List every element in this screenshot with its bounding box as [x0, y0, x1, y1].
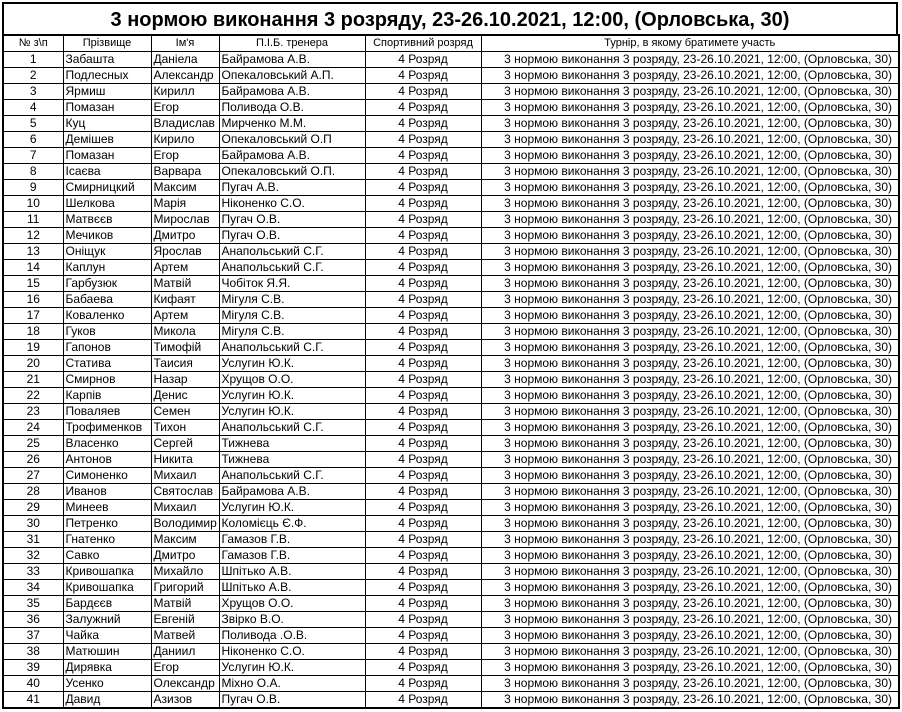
cell-number[interactable]: 19 — [3, 340, 63, 356]
table-row — [3, 116, 899, 132]
cell-tournament[interactable]: 3 нормою виконання 3 розряду, 23-26.10.2021, 12:00, (Орловська, 30) — [481, 644, 899, 660]
cell-first-name[interactable]: Михайло — [151, 564, 219, 580]
cell-tournament[interactable]: 3 нормою виконання 3 розряду, 23-26.10.2021, 12:00, (Орловська, 30) — [481, 356, 899, 372]
cell-surname[interactable]: Карпів — [63, 388, 151, 404]
table-row — [3, 52, 899, 68]
table-row — [3, 548, 899, 564]
table-row — [3, 452, 899, 468]
cell-number[interactable]: 35 — [3, 596, 63, 612]
cell-number[interactable]: 25 — [3, 436, 63, 452]
header-tournament[interactable]: Турнір, в якому братимете участь — [481, 35, 899, 52]
cell-first-name[interactable]: Тихон — [151, 420, 219, 436]
table-row — [3, 340, 899, 356]
cell-tournament[interactable]: 3 нормою виконання 3 розряду, 23-26.10.2021, 12:00, (Орловська, 30) — [481, 116, 899, 132]
cell-coach[interactable]: Байрамова А.В. — [219, 52, 365, 68]
table-row — [3, 260, 899, 276]
cell-first-name[interactable]: Михаил — [151, 500, 219, 516]
cell-number[interactable]: 27 — [3, 468, 63, 484]
cell-tournament[interactable]: 3 нормою виконання 3 розряду, 23-26.10.2021, 12:00, (Орловська, 30) — [481, 324, 899, 340]
cell-first-name[interactable]: Сергей — [151, 436, 219, 452]
cell-rank[interactable]: 4 Розряд — [365, 228, 481, 244]
cell-first-name[interactable]: Азизов — [151, 692, 219, 709]
cell-coach[interactable]: Опекаловський О.П — [219, 132, 365, 148]
table-row — [3, 308, 899, 324]
cell-tournament[interactable]: 3 нормою виконання 3 розряду, 23-26.10.2021, 12:00, (Орловська, 30) — [481, 500, 899, 516]
cell-tournament[interactable]: 3 нормою виконання 3 розряду, 23-26.10.2021, 12:00, (Орловська, 30) — [481, 612, 899, 628]
table-row — [3, 148, 899, 164]
cell-first-name[interactable]: Кирило — [151, 132, 219, 148]
table-row — [3, 468, 899, 484]
table-row — [3, 516, 899, 532]
cell-coach[interactable]: Шпітько А.В. — [219, 564, 365, 580]
cell-coach[interactable]: Ніконенко С.О. — [219, 196, 365, 212]
cell-number[interactable]: 37 — [3, 628, 63, 644]
table-row — [3, 388, 899, 404]
cell-first-name[interactable]: Кирилл — [151, 84, 219, 100]
table-row — [3, 692, 899, 709]
header-number[interactable]: № з\п — [3, 35, 63, 52]
cell-surname[interactable]: Савко — [63, 548, 151, 564]
cell-tournament[interactable]: 3 нормою виконання 3 розряду, 23-26.10.2021, 12:00, (Орловська, 30) — [481, 420, 899, 436]
cell-surname[interactable]: Дирявка — [63, 660, 151, 676]
cell-rank[interactable]: 4 Розряд — [365, 356, 481, 372]
cell-tournament[interactable]: 3 нормою виконання 3 розряду, 23-26.10.2021, 12:00, (Орловська, 30) — [481, 84, 899, 100]
table-row — [3, 212, 899, 228]
cell-rank[interactable]: 4 Розряд — [365, 276, 481, 292]
cell-rank[interactable]: 4 Розряд — [365, 532, 481, 548]
cell-surname[interactable]: Иванов — [63, 484, 151, 500]
cell-first-name[interactable]: Володимир — [151, 516, 219, 532]
header-row — [3, 35, 899, 52]
cell-tournament[interactable]: 3 нормою виконання 3 розряду, 23-26.10.2021, 12:00, (Орловська, 30) — [481, 244, 899, 260]
cell-tournament[interactable]: 3 нормою виконання 3 розряду, 23-26.10.2021, 12:00, (Орловська, 30) — [481, 68, 899, 84]
cell-first-name[interactable]: Егор — [151, 148, 219, 164]
cell-number[interactable]: 39 — [3, 660, 63, 676]
cell-coach[interactable]: Хрущов О.О. — [219, 372, 365, 388]
table-row — [3, 132, 899, 148]
cell-tournament[interactable]: 3 нормою виконання 3 розряду, 23-26.10.2021, 12:00, (Орловська, 30) — [481, 452, 899, 468]
cell-tournament[interactable]: 3 нормою виконання 3 розряду, 23-26.10.2021, 12:00, (Орловська, 30) — [481, 532, 899, 548]
cell-first-name[interactable]: Александр — [151, 68, 219, 84]
cell-coach[interactable]: Гамазов Г.В. — [219, 532, 365, 548]
cell-coach[interactable]: Пугач О.В. — [219, 692, 365, 709]
cell-first-name[interactable]: Матвій — [151, 276, 219, 292]
cell-first-name[interactable]: Евгеній — [151, 612, 219, 628]
cell-first-name[interactable]: Мирослав — [151, 212, 219, 228]
cell-coach[interactable]: Услугин Ю.К. — [219, 404, 365, 420]
cell-number[interactable]: 38 — [3, 644, 63, 660]
cell-surname[interactable]: Усенко — [63, 676, 151, 692]
cell-rank[interactable]: 4 Розряд — [365, 52, 481, 68]
cell-surname[interactable]: Забашта — [63, 52, 151, 68]
cell-number[interactable]: 6 — [3, 132, 63, 148]
cell-tournament[interactable]: 3 нормою виконання 3 розряду, 23-26.10.2021, 12:00, (Орловська, 30) — [481, 276, 899, 292]
cell-first-name[interactable]: Матвій — [151, 596, 219, 612]
sheet-title: 3 нормою виконання 3 розряду, 23-26.10.2021, 12:00, (Орловська, 30) — [2, 2, 898, 34]
cell-rank[interactable]: 4 Розряд — [365, 388, 481, 404]
table-row — [3, 596, 899, 612]
cell-first-name[interactable]: Артем — [151, 308, 219, 324]
cell-surname[interactable]: Куц — [63, 116, 151, 132]
cell-tournament[interactable]: 3 нормою виконання 3 розряду, 23-26.10.2021, 12:00, (Орловська, 30) — [481, 292, 899, 308]
cell-number[interactable]: 4 — [3, 100, 63, 116]
cell-tournament[interactable]: 3 нормою виконання 3 розряду, 23-26.10.2021, 12:00, (Орловська, 30) — [481, 404, 899, 420]
cell-rank[interactable]: 4 Розряд — [365, 372, 481, 388]
cell-coach[interactable]: Тижнева — [219, 436, 365, 452]
cell-coach[interactable]: Байрамова А.В. — [219, 484, 365, 500]
table-row — [3, 196, 899, 212]
cell-rank[interactable]: 4 Розряд — [365, 292, 481, 308]
cell-surname[interactable]: Шелкова — [63, 196, 151, 212]
cell-surname[interactable]: Смирницкий — [63, 180, 151, 196]
cell-number[interactable]: 12 — [3, 228, 63, 244]
cell-surname[interactable]: Кривошапка — [63, 580, 151, 596]
cell-surname[interactable]: Ісаєва — [63, 164, 151, 180]
cell-rank[interactable]: 4 Розряд — [365, 180, 481, 196]
cell-surname[interactable]: Матюшин — [63, 644, 151, 660]
cell-surname[interactable]: Матвєєв — [63, 212, 151, 228]
cell-surname[interactable]: Бардєєв — [63, 596, 151, 612]
cell-rank[interactable]: 4 Розряд — [365, 628, 481, 644]
table-row — [3, 676, 899, 692]
table-row — [3, 292, 899, 308]
cell-surname[interactable]: Статива — [63, 356, 151, 372]
table-row — [3, 356, 899, 372]
cell-rank[interactable]: 4 Розряд — [365, 612, 481, 628]
cell-tournament[interactable]: 3 нормою виконання 3 розряду, 23-26.10.2021, 12:00, (Орловська, 30) — [481, 212, 899, 228]
cell-rank[interactable]: 4 Розряд — [365, 660, 481, 676]
cell-coach[interactable]: Шпітько А.В. — [219, 580, 365, 596]
cell-first-name[interactable]: Григорий — [151, 580, 219, 596]
cell-tournament[interactable]: 3 нормою виконання 3 розряду, 23-26.10.2021, 12:00, (Орловська, 30) — [481, 676, 899, 692]
cell-surname[interactable]: Залужний — [63, 612, 151, 628]
cell-rank[interactable]: 4 Розряд — [365, 564, 481, 580]
cell-surname[interactable]: Гапонов — [63, 340, 151, 356]
cell-number[interactable]: 31 — [3, 532, 63, 548]
table-row — [3, 660, 899, 676]
table-row — [3, 612, 899, 628]
cell-rank[interactable]: 4 Розряд — [365, 260, 481, 276]
cell-first-name[interactable]: Варвара — [151, 164, 219, 180]
table-row — [3, 404, 899, 420]
cell-number[interactable]: 13 — [3, 244, 63, 260]
cell-surname[interactable]: Антонов — [63, 452, 151, 468]
table-row — [3, 68, 899, 84]
cell-surname[interactable]: Гнатенко — [63, 532, 151, 548]
cell-number[interactable]: 9 — [3, 180, 63, 196]
cell-coach[interactable]: Ніконенко С.О. — [219, 644, 365, 660]
cell-tournament[interactable]: 3 нормою виконання 3 розряду, 23-26.10.2021, 12:00, (Орловська, 30) — [481, 468, 899, 484]
cell-number[interactable]: 40 — [3, 676, 63, 692]
cell-tournament[interactable]: 3 нормою виконання 3 розряду, 23-26.10.2021, 12:00, (Орловська, 30) — [481, 148, 899, 164]
cell-rank[interactable]: 4 Розряд — [365, 100, 481, 116]
cell-coach[interactable]: Анапольський С.Г. — [219, 420, 365, 436]
cell-rank[interactable]: 4 Розряд — [365, 596, 481, 612]
cell-coach[interactable]: Міхно О.А. — [219, 676, 365, 692]
cell-tournament[interactable]: 3 нормою виконання 3 розряду, 23-26.10.2021, 12:00, (Орловська, 30) — [481, 436, 899, 452]
cell-number[interactable]: 5 — [3, 116, 63, 132]
cell-number[interactable]: 15 — [3, 276, 63, 292]
cell-surname[interactable]: Петренко — [63, 516, 151, 532]
cell-surname[interactable]: Бабаева — [63, 292, 151, 308]
cell-rank[interactable]: 4 Розряд — [365, 68, 481, 84]
table-row — [3, 628, 899, 644]
cell-first-name[interactable]: Даніела — [151, 52, 219, 68]
cell-rank[interactable]: 4 Розряд — [365, 212, 481, 228]
cell-rank[interactable]: 4 Розряд — [365, 468, 481, 484]
cell-coach[interactable]: Байрамова А.В. — [219, 84, 365, 100]
table-row — [3, 564, 899, 580]
cell-rank[interactable]: 4 Розряд — [365, 116, 481, 132]
cell-rank[interactable]: 4 Розряд — [365, 692, 481, 709]
cell-rank[interactable]: 4 Розряд — [365, 308, 481, 324]
cell-rank[interactable]: 4 Розряд — [365, 644, 481, 660]
cell-number[interactable]: 7 — [3, 148, 63, 164]
cell-number[interactable]: 10 — [3, 196, 63, 212]
cell-first-name[interactable]: Микола — [151, 324, 219, 340]
cell-number[interactable]: 29 — [3, 500, 63, 516]
cell-coach[interactable]: Байрамова А.В. — [219, 148, 365, 164]
table-row — [3, 580, 899, 596]
table-row — [3, 244, 899, 260]
cell-coach[interactable]: Мігуля С.В. — [219, 308, 365, 324]
cell-coach[interactable]: Услугин Ю.К. — [219, 660, 365, 676]
cell-tournament[interactable]: 3 нормою виконання 3 розряду, 23-26.10.2021, 12:00, (Орловська, 30) — [481, 564, 899, 580]
cell-tournament[interactable]: 3 нормою виконання 3 розряду, 23-26.10.2021, 12:00, (Орловська, 30) — [481, 180, 899, 196]
table-row — [3, 164, 899, 180]
cell-surname[interactable]: Трофименков — [63, 420, 151, 436]
cell-surname[interactable]: Власенко — [63, 436, 151, 452]
cell-first-name[interactable]: Кифаят — [151, 292, 219, 308]
cell-surname[interactable]: Гуков — [63, 324, 151, 340]
cell-first-name[interactable]: Дмитро — [151, 548, 219, 564]
cell-surname[interactable]: Помазан — [63, 100, 151, 116]
cell-surname[interactable]: Коваленко — [63, 308, 151, 324]
cell-surname[interactable]: Ярмиш — [63, 84, 151, 100]
cell-tournament[interactable]: 3 нормою виконання 3 розряду, 23-26.10.2021, 12:00, (Орловська, 30) — [481, 228, 899, 244]
cell-surname[interactable]: Поваляев — [63, 404, 151, 420]
cell-coach[interactable]: Гамазов Г.В. — [219, 548, 365, 564]
cell-first-name[interactable]: Матвей — [151, 628, 219, 644]
cell-surname[interactable]: Чайка — [63, 628, 151, 644]
cell-coach[interactable]: Опекаловський А.П. — [219, 68, 365, 84]
cell-first-name[interactable]: Семен — [151, 404, 219, 420]
table-body — [3, 52, 899, 709]
cell-number[interactable]: 11 — [3, 212, 63, 228]
cell-surname[interactable]: Кривошапка — [63, 564, 151, 580]
cell-tournament[interactable]: 3 нормою виконання 3 розряду, 23-26.10.2021, 12:00, (Орловська, 30) — [481, 260, 899, 276]
cell-surname[interactable]: Смирнов — [63, 372, 151, 388]
cell-first-name[interactable]: Егор — [151, 100, 219, 116]
participants-table — [2, 34, 900, 709]
cell-coach[interactable]: Опекаловський О.П. — [219, 164, 365, 180]
table-row — [3, 532, 899, 548]
cell-number[interactable]: 28 — [3, 484, 63, 500]
cell-coach[interactable]: Анапольський С.Г. — [219, 468, 365, 484]
header-coach[interactable]: П.І.Б. тренера — [219, 35, 365, 52]
cell-coach[interactable]: Анапольський С.Г. — [219, 260, 365, 276]
cell-rank[interactable]: 4 Розряд — [365, 676, 481, 692]
cell-surname[interactable]: Каплун — [63, 260, 151, 276]
cell-tournament[interactable]: 3 нормою виконання 3 розряду, 23-26.10.2021, 12:00, (Орловська, 30) — [481, 100, 899, 116]
cell-number[interactable]: 17 — [3, 308, 63, 324]
cell-tournament[interactable]: 3 нормою виконання 3 розряду, 23-26.10.2021, 12:00, (Орловська, 30) — [481, 372, 899, 388]
cell-first-name[interactable]: Егор — [151, 660, 219, 676]
cell-first-name[interactable]: Марія — [151, 196, 219, 212]
header-first-name[interactable]: Ім'я — [151, 35, 219, 52]
cell-coach[interactable]: Пугач А.В. — [219, 180, 365, 196]
cell-coach[interactable]: Мігуля С.В. — [219, 292, 365, 308]
cell-rank[interactable]: 4 Розряд — [365, 196, 481, 212]
cell-coach[interactable]: Анапольський С.Г. — [219, 244, 365, 260]
cell-surname[interactable]: Минеев — [63, 500, 151, 516]
cell-surname[interactable]: Гарбузюк — [63, 276, 151, 292]
cell-rank[interactable]: 4 Розряд — [365, 500, 481, 516]
table-row — [3, 324, 899, 340]
table-row — [3, 644, 899, 660]
cell-number[interactable]: 2 — [3, 68, 63, 84]
table-row — [3, 500, 899, 516]
cell-first-name[interactable]: Дмитро — [151, 228, 219, 244]
cell-first-name[interactable]: Олександр — [151, 676, 219, 692]
table-row — [3, 84, 899, 100]
cell-coach[interactable]: Поливода .О.В. — [219, 628, 365, 644]
cell-coach[interactable]: Мігуля С.В. — [219, 324, 365, 340]
table-row — [3, 100, 899, 116]
cell-coach[interactable]: Поливода О.В. — [219, 100, 365, 116]
cell-tournament[interactable]: 3 нормою виконання 3 розряду, 23-26.10.2021, 12:00, (Орловська, 30) — [481, 692, 899, 709]
cell-coach[interactable]: Пугач О.В. — [219, 228, 365, 244]
cell-surname[interactable]: Помазан — [63, 148, 151, 164]
cell-tournament[interactable]: 3 нормою виконання 3 розряду, 23-26.10.2021, 12:00, (Орловська, 30) — [481, 388, 899, 404]
cell-rank[interactable]: 4 Розряд — [365, 148, 481, 164]
cell-number[interactable]: 8 — [3, 164, 63, 180]
table-row — [3, 484, 899, 500]
cell-rank[interactable]: 4 Розряд — [365, 324, 481, 340]
cell-first-name[interactable]: Таисия — [151, 356, 219, 372]
cell-number[interactable]: 3 — [3, 84, 63, 100]
cell-tournament[interactable]: 3 нормою виконання 3 розряду, 23-26.10.2021, 12:00, (Орловська, 30) — [481, 484, 899, 500]
cell-number[interactable]: 23 — [3, 404, 63, 420]
cell-first-name[interactable]: Назар — [151, 372, 219, 388]
cell-number[interactable]: 32 — [3, 548, 63, 564]
cell-tournament[interactable]: 3 нормою виконання 3 розряду, 23-26.10.2021, 12:00, (Орловська, 30) — [481, 628, 899, 644]
cell-tournament[interactable]: 3 нормою виконання 3 розряду, 23-26.10.2021, 12:00, (Орловська, 30) — [481, 164, 899, 180]
cell-tournament[interactable]: 3 нормою виконання 3 розряду, 23-26.10.2021, 12:00, (Орловська, 30) — [481, 340, 899, 356]
header-surname[interactable]: Прізвище — [63, 35, 151, 52]
cell-rank[interactable]: 4 Розряд — [365, 548, 481, 564]
cell-tournament[interactable]: 3 нормою виконання 3 розряду, 23-26.10.2021, 12:00, (Орловська, 30) — [481, 516, 899, 532]
table-row — [3, 372, 899, 388]
cell-first-name[interactable]: Денис — [151, 388, 219, 404]
cell-rank[interactable]: 4 Розряд — [365, 516, 481, 532]
cell-rank[interactable]: 4 Розряд — [365, 420, 481, 436]
table-row — [3, 180, 899, 196]
table-row — [3, 228, 899, 244]
cell-number[interactable]: 34 — [3, 580, 63, 596]
cell-surname[interactable]: Давид — [63, 692, 151, 709]
cell-number[interactable]: 30 — [3, 516, 63, 532]
cell-first-name[interactable]: Максим — [151, 532, 219, 548]
cell-first-name[interactable]: Максим — [151, 180, 219, 196]
cell-tournament[interactable]: 3 нормою виконання 3 розряду, 23-26.10.2021, 12:00, (Орловська, 30) — [481, 580, 899, 596]
cell-surname[interactable]: Демішев — [63, 132, 151, 148]
cell-rank[interactable]: 4 Розряд — [365, 164, 481, 180]
cell-rank[interactable]: 4 Розряд — [365, 436, 481, 452]
cell-coach[interactable]: Услугин Ю.К. — [219, 388, 365, 404]
cell-first-name[interactable]: Артем — [151, 260, 219, 276]
cell-first-name[interactable]: Ярослав — [151, 244, 219, 260]
cell-tournament[interactable]: 3 нормою виконання 3 розряду, 23-26.10.2021, 12:00, (Орловська, 30) — [481, 548, 899, 564]
cell-first-name[interactable]: Никита — [151, 452, 219, 468]
cell-first-name[interactable]: Владислав — [151, 116, 219, 132]
cell-number[interactable]: 24 — [3, 420, 63, 436]
cell-tournament[interactable]: 3 нормою виконання 3 розряду, 23-26.10.2021, 12:00, (Орловська, 30) — [481, 196, 899, 212]
cell-coach[interactable]: Звірко В.О. — [219, 612, 365, 628]
cell-coach[interactable]: Коломієць Є.Ф. — [219, 516, 365, 532]
cell-rank[interactable]: 4 Розряд — [365, 404, 481, 420]
cell-number[interactable]: 20 — [3, 356, 63, 372]
cell-surname[interactable]: Симоненко — [63, 468, 151, 484]
cell-tournament[interactable]: 3 нормою виконання 3 розряду, 23-26.10.2021, 12:00, (Орловська, 30) — [481, 132, 899, 148]
cell-number[interactable]: 41 — [3, 692, 63, 709]
cell-coach[interactable]: Тижнева — [219, 452, 365, 468]
cell-rank[interactable]: 4 Розряд — [365, 484, 481, 500]
cell-rank[interactable]: 4 Розряд — [365, 84, 481, 100]
cell-first-name[interactable]: Даниил — [151, 644, 219, 660]
cell-coach[interactable]: Анапольський С.Г. — [219, 340, 365, 356]
table-row — [3, 420, 899, 436]
cell-number[interactable]: 14 — [3, 260, 63, 276]
cell-number[interactable]: 26 — [3, 452, 63, 468]
cell-tournament[interactable]: 3 нормою виконання 3 розряду, 23-26.10.2021, 12:00, (Орловська, 30) — [481, 308, 899, 324]
cell-coach[interactable]: Пугач О.В. — [219, 212, 365, 228]
cell-tournament[interactable]: 3 нормою виконання 3 розряду, 23-26.10.2021, 12:00, (Орловська, 30) — [481, 52, 899, 68]
cell-coach[interactable]: Мирченко М.М. — [219, 116, 365, 132]
cell-surname[interactable]: Подлесных — [63, 68, 151, 84]
cell-coach[interactable]: Чобіток Я.Я. — [219, 276, 365, 292]
cell-surname[interactable]: Оніщук — [63, 244, 151, 260]
cell-number[interactable]: 21 — [3, 372, 63, 388]
header-rank[interactable]: Спортивний розряд — [365, 35, 481, 52]
cell-tournament[interactable]: 3 нормою виконання 3 розряду, 23-26.10.2021, 12:00, (Орловська, 30) — [481, 596, 899, 612]
table-row — [3, 436, 899, 452]
cell-first-name[interactable]: Михаил — [151, 468, 219, 484]
cell-rank[interactable]: 4 Розряд — [365, 340, 481, 356]
cell-number[interactable]: 33 — [3, 564, 63, 580]
cell-number[interactable]: 1 — [3, 52, 63, 68]
cell-rank[interactable]: 4 Розряд — [365, 244, 481, 260]
cell-rank[interactable]: 4 Розряд — [365, 452, 481, 468]
cell-rank[interactable]: 4 Розряд — [365, 580, 481, 596]
table-row — [3, 276, 899, 292]
cell-number[interactable]: 18 — [3, 324, 63, 340]
cell-coach[interactable]: Услугин Ю.К. — [219, 500, 365, 516]
cell-first-name[interactable]: Святослав — [151, 484, 219, 500]
cell-coach[interactable]: Хрущов О.О. — [219, 596, 365, 612]
cell-number[interactable]: 16 — [3, 292, 63, 308]
cell-coach[interactable]: Услугин Ю.К. — [219, 356, 365, 372]
cell-first-name[interactable]: Тимофій — [151, 340, 219, 356]
cell-number[interactable]: 36 — [3, 612, 63, 628]
cell-number[interactable]: 22 — [3, 388, 63, 404]
cell-rank[interactable]: 4 Розряд — [365, 132, 481, 148]
cell-surname[interactable]: Мечиков — [63, 228, 151, 244]
cell-tournament[interactable]: 3 нормою виконання 3 розряду, 23-26.10.2021, 12:00, (Орловська, 30) — [481, 660, 899, 676]
